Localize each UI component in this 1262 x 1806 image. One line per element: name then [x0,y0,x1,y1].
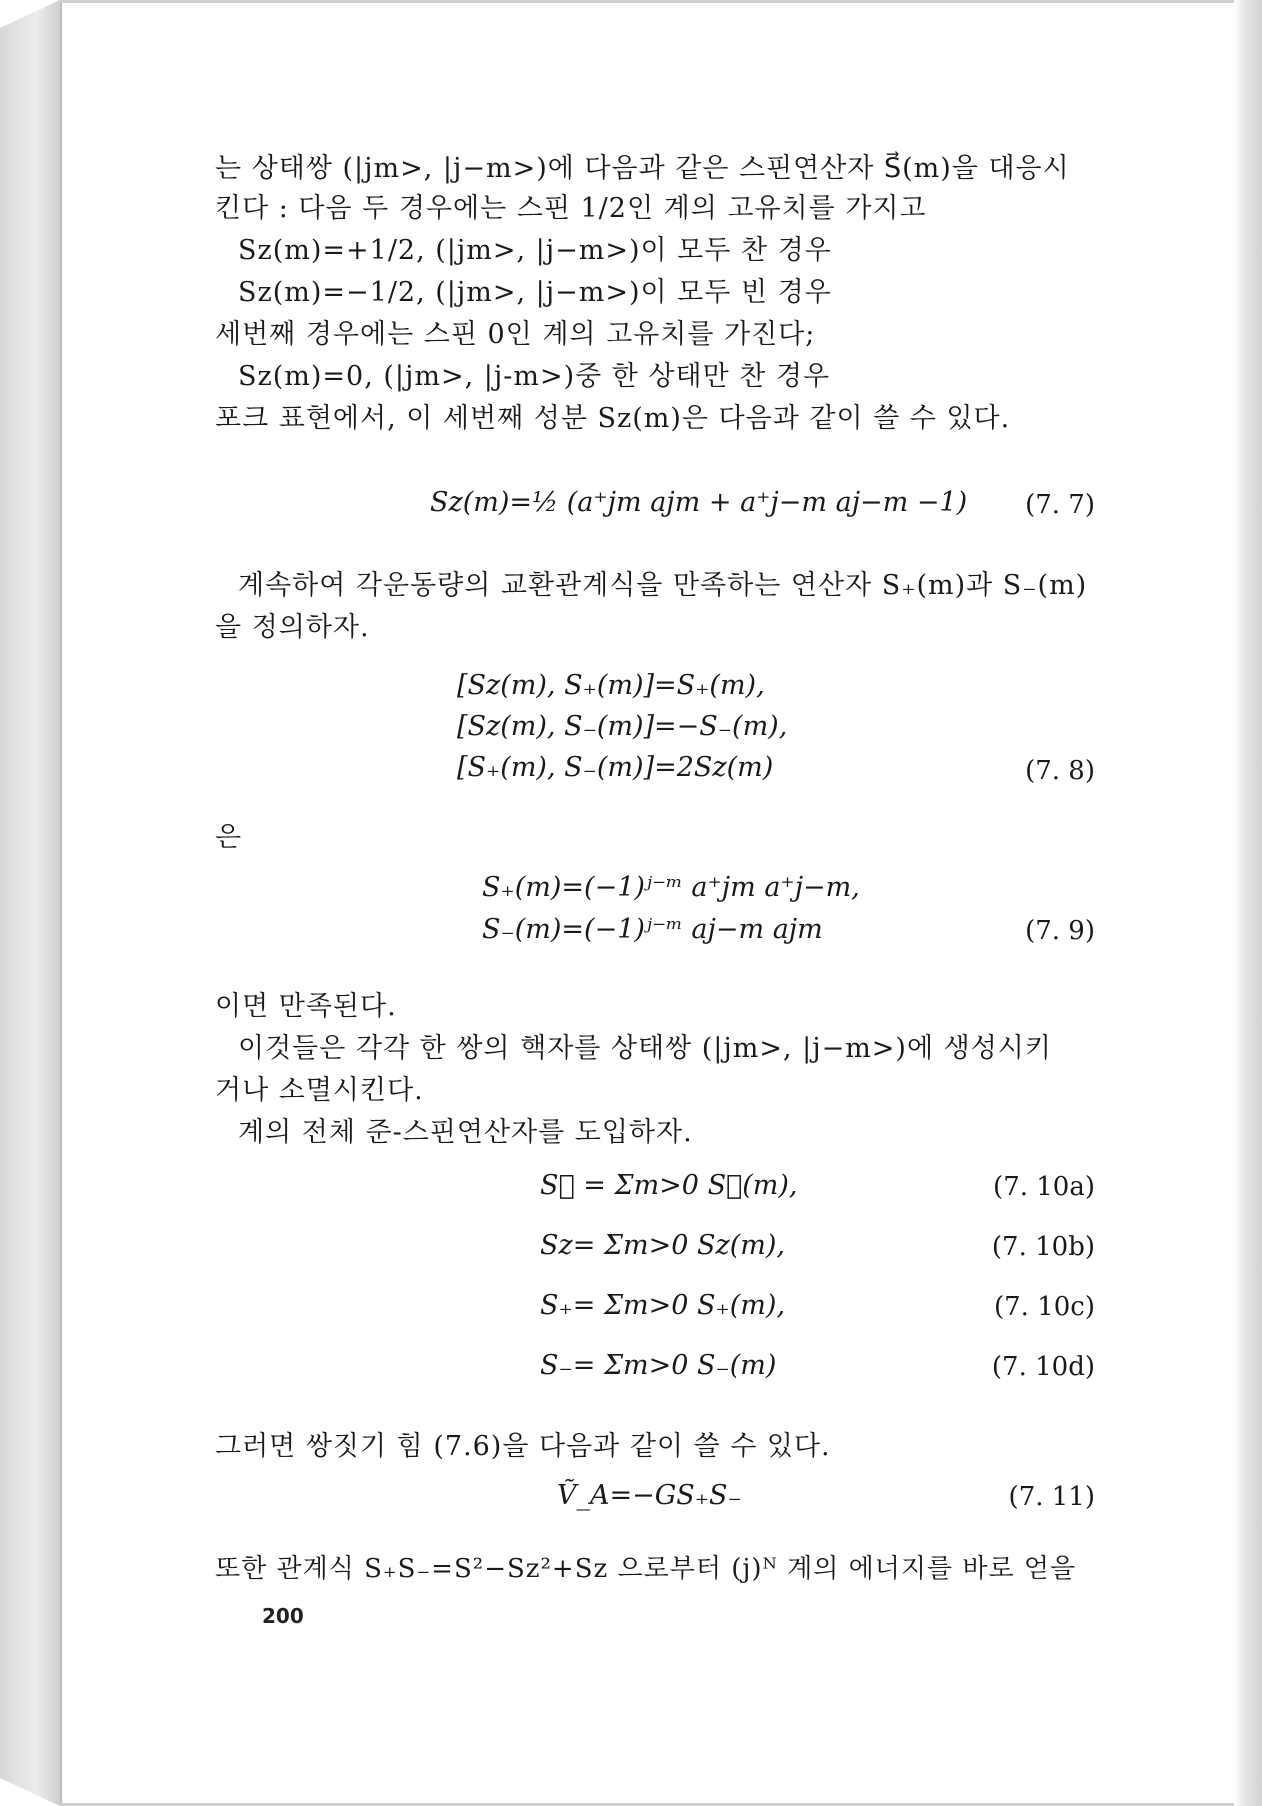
text-line-3: Sz(m)=+1/2, (|jm>, |j−m>)이 모두 찬 경우 [238,235,832,266]
text-line-9: 을 정의하자. [215,612,370,643]
text-line-8: 계속하여 각운동량의 교환관계식을 만족하는 연산자 S₊(m)과 S₋(m) [238,570,1088,601]
text-line-12: 이것들은 각각 한 쌍의 핵자를 상태쌍 (|jm>, |j−m>)에 생성시키 [238,1033,1052,1064]
text-line-15: 그러면 쌍짓기 힘 (7.6)을 다음과 같이 쓸 수 있다. [215,1431,831,1462]
equation-7-9b: S₋(m)=(−1)ʲ⁻ᵐ aj−m ajm [482,914,823,945]
text-line-7: 포크 표현에서, 이 세번째 성분 Sz(m)은 다음과 같이 쓸 수 있다. [215,403,1011,434]
text-line-1: 는 상태쌍 (|jm>, |j−m>)에 다음과 같은 스핀연산자 S⃗(m)을 대응시 [215,153,1070,184]
equation-number-7-10a: (7. 10a) [993,1172,1095,1202]
equation-number-7-9: (7. 9) [1025,916,1095,946]
equation-number-7-10c: (7. 10c) [993,1292,1095,1322]
page-number: 200 [262,1604,304,1628]
text-line-13: 거나 소멸시킨다. [215,1075,424,1106]
equation-7-8b: [Sz(m), S₋(m)]=−S₋(m), [457,711,788,742]
text-line-2: 킨다 : 다음 두 경우에는 스핀 1/2인 계의 고유치를 가지고 [215,193,927,224]
equation-7-9a: S₊(m)=(−1)ʲ⁻ᵐ a⁺jm a⁺j−m, [482,872,860,903]
equation-number-7-11: (7. 11) [1008,1482,1095,1512]
equation-number-7-10b: (7. 10b) [991,1232,1095,1262]
text-line-5: 세번째 경우에는 스핀 0인 계의 고유치를 가진다; [215,319,816,350]
text-line-6: Sz(m)=0, (|jm>, |j-m>)중 한 상태만 찬 경우 [238,361,831,392]
equation-number-7-7: (7. 7) [1025,490,1095,520]
text-line-4: Sz(m)=−1/2, (|jm>, |j−m>)이 모두 빈 경우 [238,277,832,308]
text-line-16: 또한 관계식 S₊S₋=S²−Sz²+Sz 으로부터 (j)ᴺ 계의 에너지를 바로 얻을 [215,1554,1077,1584]
page-right-shadow [1234,0,1262,1806]
book-corner-top [0,0,60,28]
text-line-11: 이면 만족된다. [215,991,397,1022]
equation-7-10c: S₊= Σm>0 S₊(m), [540,1290,786,1321]
equation-7-10b: Sz= Σm>0 Sz(m), [540,1230,785,1261]
text-line-10: 은 [215,822,243,853]
equation-number-7-10d: (7. 10d) [991,1352,1095,1382]
book-corner-bottom [0,1778,60,1806]
book-edge [0,0,60,1806]
equation-7-7: Sz(m)=½ (a⁺jm ajm + a⁺j−m aj−m −1) [430,487,968,518]
text-line-14: 계의 전체 준-스핀연산자를 도입하자. [238,1117,693,1148]
equation-7-11: Ṽ_A=−GS₊S₋ [557,1480,742,1511]
equation-7-8a: [Sz(m), S₊(m)]=S₊(m), [457,670,765,701]
equation-number-7-8: (7. 8) [1025,756,1095,786]
equation-7-10d: S₋= Σm>0 S₋(m) [540,1350,777,1381]
equation-7-10a: S⃗ = Σm>0 S⃗(m), [540,1170,798,1201]
equation-7-8c: [S₊(m), S₋(m)]=2Sz(m) [457,752,774,783]
page-top-edge [60,0,1234,3]
